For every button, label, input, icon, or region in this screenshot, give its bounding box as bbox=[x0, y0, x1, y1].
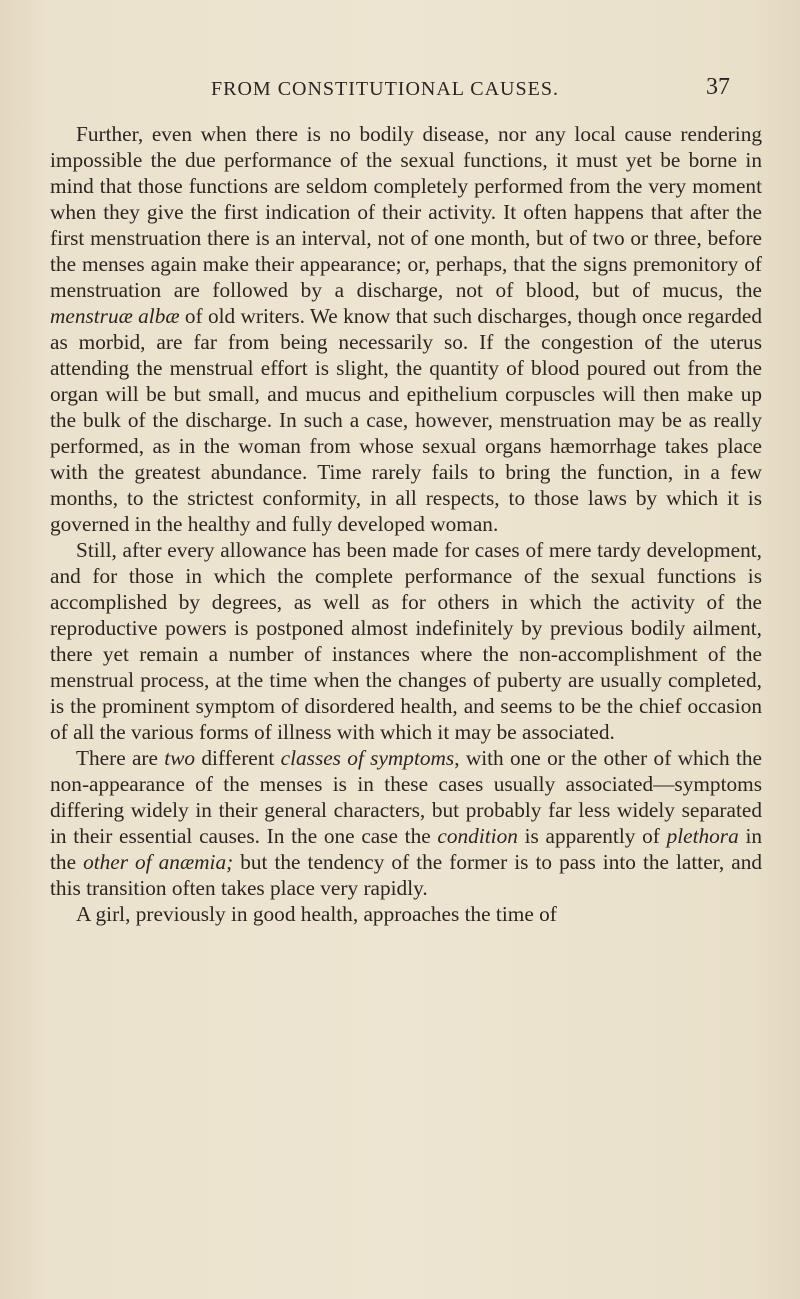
italic-term: other of anæmia; bbox=[83, 850, 234, 874]
text-run: is apparently of bbox=[517, 824, 667, 848]
italic-term: plethora bbox=[666, 824, 739, 848]
text-run: different bbox=[195, 746, 281, 770]
italic-term: two bbox=[164, 746, 196, 770]
text-run: but the tendency of the former is to pass into the latter, and this transition often takes place very rapidly. bbox=[50, 850, 763, 900]
text-run: Still, after every allowance has been made for cases of mere tardy development, and for those in which the complete performance of the sexual functions is accomplished by degrees, as well as for others in which the activity of the reproductive powers is postponed almost indefinitely by previous bodily ailment, there yet remain a number of instances where the non-accomplishment of the menstrual process, at the time when the changes of puberty are usually completed, is the prominent symptom of disordered health, and seems to be the chief occasion of all the various forms of illness with which it may be associated. bbox=[50, 538, 762, 744]
text-run: A girl, previously in good health, approaches the time of bbox=[76, 902, 557, 926]
text-run: in the bbox=[50, 824, 763, 874]
running-head: FROM CONSTITUTIONAL CAUSES. bbox=[211, 78, 559, 100]
page-number: 37 bbox=[706, 74, 730, 100]
text-run: There are bbox=[76, 746, 165, 770]
italic-term: classes of symptoms bbox=[280, 746, 455, 770]
text-run: , with one or the other of which the non-appearance of the menses is in these cases usually associated—symptoms differing widely in their general characters, but probably far less widely separated in their essential causes. In the one case the bbox=[50, 746, 762, 848]
paragraph bbox=[50, 537, 762, 745]
italic-term: condition bbox=[437, 824, 518, 848]
italic-term: menstruæ albæ bbox=[50, 304, 180, 328]
paragraph bbox=[50, 901, 762, 927]
text-run: Further, even when there is no bodily disease, nor any local cause rendering impossible the due performance of the sexual functions, it must yet be borne in mind that those functions are seldom completely performed from the very moment when they give the first indication of their activity. It often happens that after the first menstruation there is an interval, not of one month, but of two or three, before the menses again make their appearance; or, perhaps, that the signs premonitory of menstruation are followed by a discharge, not of blood, but of mucus, the bbox=[50, 122, 762, 302]
paragraph bbox=[50, 745, 762, 901]
page-header bbox=[0, 74, 800, 108]
paragraph bbox=[50, 121, 762, 537]
text-run: of old writers. We know that such discharges, though once regarded as morbid, are far from being necessarily so. If the congestion of the uterus attending the menstrual effort is slight, the quantity of blood poured out from the organ will be but small, and mucus and epithelium corpuscles will then make up the bulk of the discharge. In such a case, however, menstruation may be as really performed, as in the woman from whose sexual organs hæmorrhage takes place with the greatest abundance. Time rarely fails to bring the function, in a few months, to the strictest conformity, in all respects, to those laws by which it is governed in the healthy and fully developed woman. bbox=[50, 304, 762, 536]
body-text bbox=[50, 121, 762, 927]
